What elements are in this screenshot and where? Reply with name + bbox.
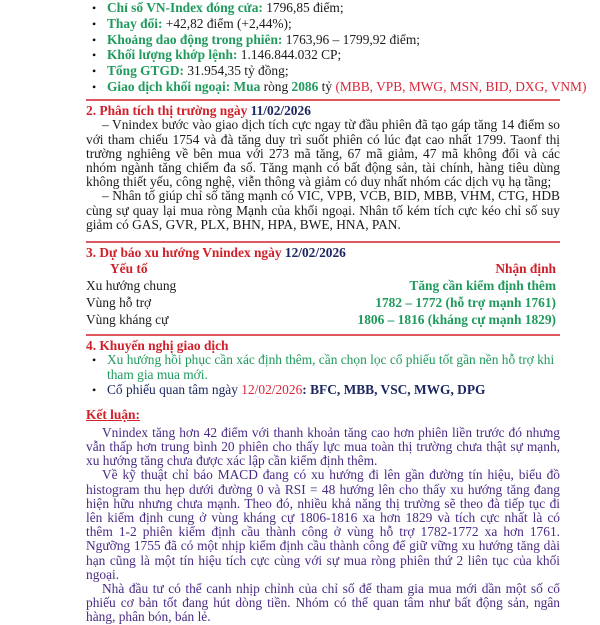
foreign-trading-item: • Giao dịch khối ngoại: Mua ròng 2086 tỷ (MBB, VPB, MWG, MSN, BID, DXG, VNM): [107, 80, 560, 94]
watchlist-item: • Cổ phiếu quan tâm ngày 12/02/2026: BFC, MBB, VSC, MWG, DPG: [107, 383, 560, 397]
conclusion-title: Kết luận:: [86, 406, 140, 422]
divider: [86, 99, 560, 101]
section-4-title: 4. Khuyến nghị giao dịch: [86, 338, 229, 354]
market-summary-list: [86, 0, 587, 94]
forecast-row: Xu hướng chung Tăng cần kiểm định thêm: [86, 277, 556, 293]
summary-item: • Khoảng dao động trong phiên: 1763,96 – 1799,92 điểm;: [107, 33, 560, 47]
summary-item: • Chỉ số VN-Index đóng cửa: 1796,85 điểm;: [107, 1, 560, 15]
forecast-row: Vùng hỗ trợ 1782 – 1772 (hỗ trợ mạnh 1761): [86, 294, 556, 310]
recommendation-list: [86, 353, 560, 397]
conclusion-paragraph: Vnindex tăng hơn 42 điểm với thanh khoản tăng cao hơn phiên liền trước đó nhưng vẫn thấp hơn trung bình 20 phiên cho thấy lực mua toàn thị trường chưa thật sự mạnh, xu hướng tăng chưa được xác lập cần kiểm định thêm.: [86, 424, 560, 469]
analysis-paragraph: – Nhân tố giúp chỉ số tăng mạnh có VIC, VPB, VCB, BID, MBB, VHM, CTG, HDB cùng sự quay lại mua ròng Mạnh của khối ngoại. Nhân tố kém tích cực kéo chỉ số suy giảm có GAS, GVR, PLX, BHN, HPA, BWE, HNA, PAN.: [86, 188, 560, 232]
divider: [86, 241, 560, 243]
summary-item: • Tổng GTGD: 31.954,35 tỷ đồng;: [107, 64, 560, 78]
forecast-table: [86, 260, 560, 328]
section-3-title: 3. Dự báo xu hướng Vnindex ngày 12/02/2026: [86, 245, 346, 261]
recommendation-item: • Xu hướng hồi phục cần xác định thêm, cần chọn lọc cổ phiếu tốt gần nền hỗ trợ khi tham gia mua mới.: [107, 353, 560, 381]
conclusion-paragraph: Về kỹ thuật chỉ báo MACD đang có xu hướng đi lên gần đường tín hiệu, biểu đồ histogram thu hẹp dưới đường 0 và RSI = 48 hướng lên cho thấy xu hướng tăng đang hiện hữu nhưng chưa mạnh. Theo đó, nhiều khả năng thị trường sẽ theo đà tiếp tục đi lên kiểm định cung ở vùng kháng cự 1806-1816 xa hơn 1829 và tích cực nhất là có thêm 1-2 phiên kiểm định cầu thành công ở vùng hỗ trợ 1782-1772 xa hơn 1761. Ngưỡng 1755 đã có một nhịp kiểm định cầu thành công để giữ vững xu hướng tăng dài hạn cũng là một tín hiệu tích cực cùng với sự mua ròng phiên thứ 2 liên tục của khối ngoại.: [86, 467, 560, 582]
divider: [86, 334, 560, 336]
summary-item: • Khối lượng khớp lệnh: 1.146.844.032 CP;: [107, 48, 560, 62]
conclusion-paragraph: Nhà đầu tư có thể canh nhịp chỉnh của chỉ số để tham gia mua mới dần một số cổ phiếu cơ bản tốt đang hút dòng tiền. Nhóm có thể quan tâm như bất động sản, ngân hàng, phân bón, bán lẻ.: [86, 581, 560, 625]
analysis-paragraph: – Vnindex bước vào giao dịch tích cực ngay từ đầu phiên đã tạo gáp tăng 14 điểm so với tham chiếu 1754 và đà tăng duy trì suốt phiên có lúc đạt cao nhất 1799. Taonf thị trường nghiêng về bên mua với 273 mã tăng, 67 mã giảm, 47 mã không đổi và các nhóm ngành tăng chiếm đa số. Tăng mạnh có bất động sản, tài chính, hàng tiêu dùng không thiết yếu, công nghệ, viễn thông và giảm có duy nhất nhóm các dịch vụ hạ tầng;: [86, 117, 560, 190]
conclusion-body: [86, 426, 560, 625]
forecast-header: Yếu tố Nhận định: [110, 260, 556, 276]
summary-item: • Thay đổi: +42,82 điểm (+2,44%);: [107, 17, 560, 31]
forecast-row: Vùng kháng cự 1806 – 1816 (kháng cự mạnh 1829): [86, 311, 556, 327]
document-page: [86, 0, 587, 625]
section-2-title: 2. Phân tích thị trường ngày 11/02/2026: [86, 103, 311, 119]
